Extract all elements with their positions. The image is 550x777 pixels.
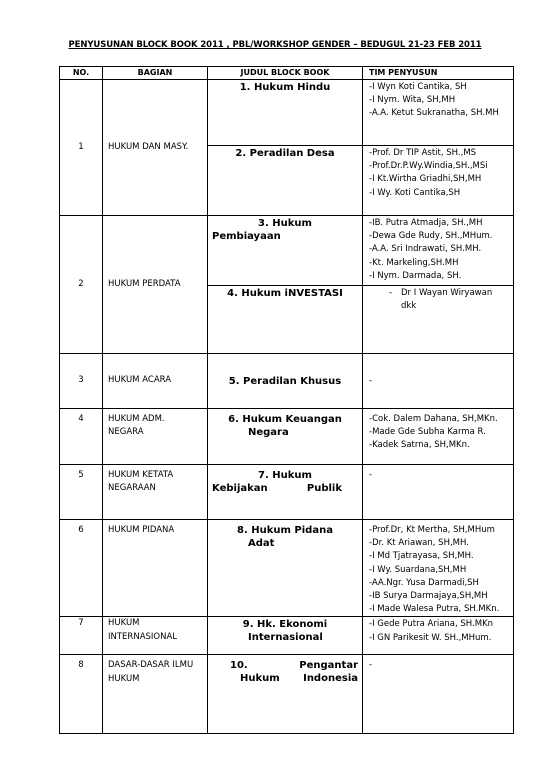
table-row	[60, 655, 514, 734]
row-number: 1	[60, 80, 103, 216]
judul-text: Pembiayaan	[212, 231, 281, 242]
tim-member: - Dr I Wayan Wiryawan dkk	[389, 287, 510, 313]
table-row	[60, 216, 514, 286]
table-row	[60, 617, 514, 655]
tim-list	[369, 287, 510, 313]
row-number: 6	[60, 520, 103, 617]
row-bagian: HUKUM PIDANA	[103, 520, 208, 617]
row-judul	[208, 146, 363, 216]
judul-text: 9. Hk. Ekonomi	[242, 619, 328, 631]
header-no: NO.	[60, 67, 103, 80]
row-judul	[208, 617, 363, 655]
row-tim	[363, 520, 514, 617]
row-number: 2	[60, 216, 103, 354]
row-judul	[208, 520, 363, 617]
judul-text: 5. Peradilan Khusus	[228, 376, 342, 387]
row-number: 8	[60, 655, 103, 734]
tim-member: -Kadek Satrna, SH,MKn.	[369, 440, 470, 451]
row-judul	[208, 286, 363, 354]
table-header-row	[60, 67, 514, 80]
row-number: 4	[60, 409, 103, 465]
tim-member: -Dewa Gde Rudy, SH.,MHum.	[369, 231, 493, 242]
tim-member: -I Wy. Suardana,SH,MH	[369, 564, 467, 575]
tim-member: -Prof.Dr.P.Wy.Windia,SH.,MSi	[369, 161, 488, 172]
row-bagian: HUKUM DAN MASY.	[103, 80, 208, 216]
row-tim	[363, 216, 514, 286]
row-tim	[363, 286, 514, 354]
tim-member: -Cok. Dalem Dahana, SH,MKn.	[369, 414, 498, 424]
tim-member: -I Wy. Koti Cantika,SH	[369, 187, 461, 198]
tim-member: -I Kt.Wirtha Griadhi,SH,MH	[369, 174, 482, 185]
judul-text: 7. Hukum	[258, 470, 312, 481]
row-tim	[363, 655, 514, 734]
table-row	[60, 520, 514, 617]
row-bagian: HUKUM PERDATA	[103, 216, 208, 354]
row-judul	[208, 655, 363, 734]
table-row	[60, 80, 514, 146]
tim-member: -I GN Parikesit W. SH.,MHum.	[369, 632, 492, 643]
judul-text: Kebijakan Publik	[212, 483, 342, 494]
tim-member: -I Wyn Koti Cantika, SH	[369, 82, 467, 92]
judul-text: 1. Hukum Hindu	[239, 82, 331, 93]
tim-member: -A.A. Ketut Sukranatha, SH.MH	[369, 108, 499, 119]
row-tim	[363, 80, 514, 146]
judul-text: 6. Hukum Keuangan	[228, 414, 342, 425]
row-tim	[363, 465, 514, 520]
tim-member: -	[369, 470, 373, 480]
header-bagian: BAGIAN	[103, 67, 208, 80]
judul-text: Internasional	[248, 632, 323, 644]
tim-member: -A.A. Sri Indrawati, SH.MH.	[369, 244, 482, 255]
header-tim: TIM PENYUSUN	[363, 67, 514, 80]
tim-member: -Prof.Dr, Kt Mertha, SH,MHum	[369, 525, 495, 535]
row-judul	[208, 409, 363, 465]
table-row	[60, 465, 514, 520]
page-title: PENYUSUNAN BLOCK BOOK 2011 , PBL/WORKSHOP GENDER – BEDUGUL 21-23 FEB 2011	[68, 40, 482, 50]
table-row	[60, 409, 514, 465]
tim-member: -I Nym. Darmada, SH.	[369, 270, 462, 281]
block-book-table	[59, 66, 514, 734]
row-bagian: HUKUM ADM. NEGARA	[103, 409, 208, 465]
tim-member: -	[369, 375, 373, 386]
row-tim	[363, 146, 514, 216]
tim-member: -Prof. Dr TIP Astit, SH.,MS	[369, 148, 477, 158]
table-row	[60, 354, 514, 409]
judul-text: Negara	[248, 427, 289, 438]
tim-member: -I Md Tjatrayasa, SH,MH.	[369, 551, 474, 562]
tim-member: -Dr. Kt Ariawan, SH,MH.	[369, 538, 469, 549]
row-number: 5	[60, 465, 103, 520]
row-bagian: HUKUM ACARA	[103, 354, 208, 409]
tim-member: -	[369, 660, 373, 671]
tim-member: -I Made Walesa Putra, SH.MKn.	[369, 604, 500, 615]
judul-text: Adat	[248, 538, 275, 549]
judul-text: 3. Hukum	[258, 218, 312, 229]
row-judul	[208, 80, 363, 146]
header-judul: JUDUL BLOCK BOOK	[208, 67, 363, 80]
row-number: 3	[60, 354, 103, 409]
tim-member: -AA.Ngr. Yusa Darmadi,SH	[369, 577, 479, 588]
tim-member: -I Nym. Wita, SH,MH	[369, 95, 456, 106]
row-judul	[208, 354, 363, 409]
row-bagian: DASAR-DASAR ILMU HUKUM	[103, 655, 208, 734]
judul-text: Hukum Indonesia	[240, 673, 358, 685]
tim-member: -IB. Putra Atmadja, SH.,MH	[369, 218, 483, 228]
row-bagian: HUKUM INTERNASIONAL	[103, 617, 208, 655]
judul-text: 2. Peradilan Desa	[235, 148, 335, 159]
row-tim	[363, 354, 514, 409]
judul-text: 8. Hukum Pidana	[237, 525, 333, 536]
judul-text: 4. Hukum iNVESTASI	[227, 288, 343, 299]
row-tim	[363, 617, 514, 655]
tim-member: -Made Gde Subha Karma R.	[369, 427, 486, 438]
tim-member: -I Gede Putra Ariana, SH.MKn	[369, 619, 494, 630]
row-number: 7	[60, 617, 103, 655]
row-judul	[208, 216, 363, 286]
tim-member: -IB Surya Darmajaya,SH,MH	[369, 591, 488, 602]
row-bagian: HUKUM KETATA NEGARAAN	[103, 465, 208, 520]
judul-text: 10. Pengantar	[230, 660, 358, 672]
tim-member: -Kt. Markeling,SH.MH	[369, 257, 459, 268]
row-tim	[363, 409, 514, 465]
row-judul	[208, 465, 363, 520]
